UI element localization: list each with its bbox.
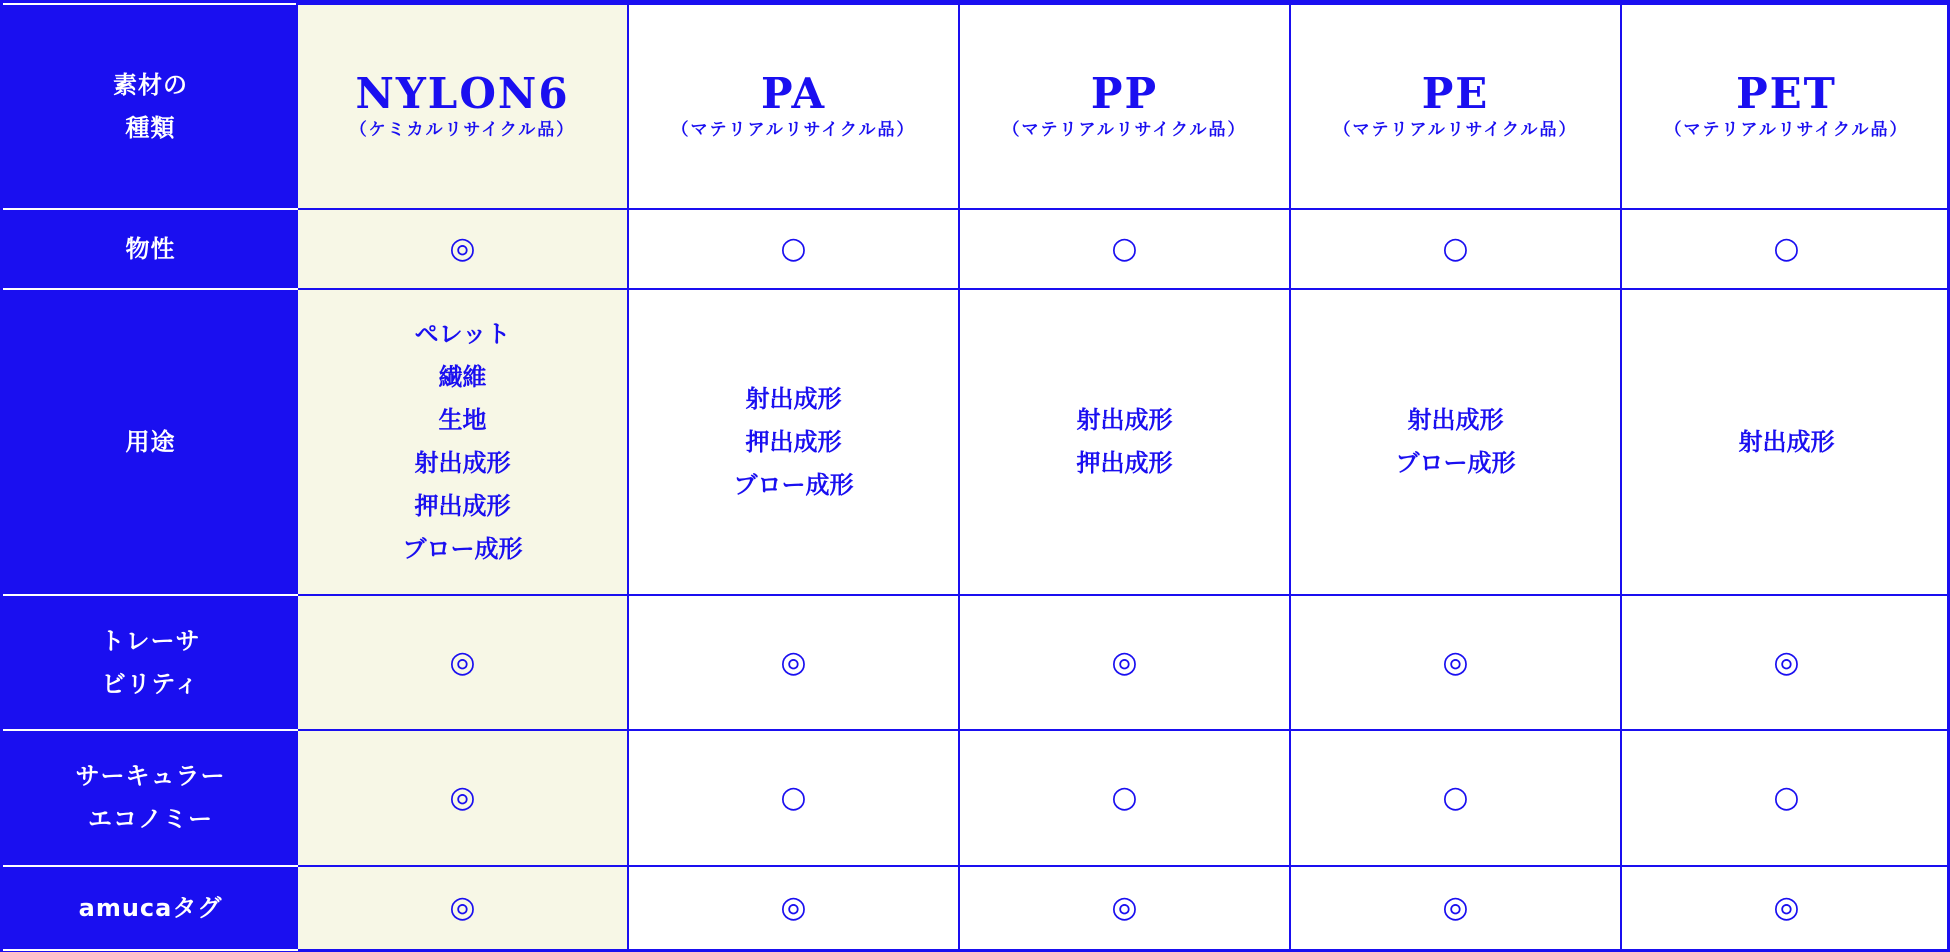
rating-cell	[1290, 595, 1621, 730]
rating-cell	[1621, 209, 1950, 289]
uses-cell	[628, 289, 959, 595]
rating-cell	[959, 209, 1290, 289]
uses-cell	[1290, 289, 1621, 595]
row-label-line: 種類	[125, 113, 176, 142]
row-label-uses: 用途	[4, 289, 297, 595]
material-subtitle: （ケミカルリサイクル品）	[349, 119, 576, 140]
use-item: 射出成形	[414, 449, 511, 477]
amuca-tag-row	[4, 866, 1950, 950]
material-header-pp	[959, 4, 1290, 209]
rating-mark: ◎	[1111, 644, 1138, 680]
row-label-line: サーキュラー	[75, 762, 226, 790]
circular-economy-row	[4, 730, 1950, 866]
uses-cell	[1621, 289, 1950, 595]
rating-mark: ○	[1442, 780, 1469, 815]
material-header-pa	[628, 4, 959, 209]
rating-mark: ◎	[449, 890, 476, 925]
use-item: 射出成形	[1076, 406, 1173, 434]
rating-mark: ◎	[449, 231, 476, 266]
row-label-circular-economy	[4, 730, 297, 866]
rating-cell	[297, 595, 628, 730]
rating-cell	[1290, 730, 1621, 866]
rating-cell	[1621, 595, 1950, 730]
rating-mark: ○	[1442, 231, 1469, 266]
use-item: 押出成形	[414, 492, 511, 520]
row-label-properties: 物性	[4, 209, 297, 289]
use-item: ペレット	[414, 320, 511, 348]
rating-mark: ◎	[1773, 890, 1800, 925]
material-subtitle: （マテリアルリサイクル品）	[671, 119, 916, 140]
rating-cell	[1290, 209, 1621, 289]
rating-mark: ◎	[1442, 890, 1469, 925]
use-item: ブロー成形	[1395, 449, 1516, 477]
row-label-line: エコノミー	[88, 805, 213, 833]
rating-cell	[959, 866, 1290, 950]
material-name: NYLON6	[355, 68, 570, 118]
rating-cell	[628, 595, 959, 730]
uses-list	[629, 378, 958, 507]
row-label-line: 素材の	[113, 70, 188, 99]
uses-list	[298, 313, 627, 571]
material-subtitle: （マテリアルリサイクル品）	[1002, 119, 1247, 140]
uses-list	[1622, 421, 1950, 464]
row-label-amuca-tag: amucaタグ	[4, 866, 297, 950]
rating-cell	[959, 730, 1290, 866]
row-label-traceability	[4, 595, 297, 730]
rating-mark: ◎	[449, 644, 476, 680]
rating-cell	[628, 209, 959, 289]
row-label-line: ビリティ	[101, 669, 200, 698]
material-header-pe	[1290, 4, 1621, 209]
properties-row	[4, 209, 1950, 289]
use-item: 押出成形	[745, 427, 842, 456]
uses-row	[4, 289, 1950, 595]
rating-mark: ◎	[780, 644, 807, 680]
rating-cell	[1290, 866, 1621, 950]
rating-cell	[1621, 730, 1950, 866]
rating-mark: ○	[1111, 231, 1138, 266]
rating-mark: ◎	[1773, 644, 1800, 680]
rating-cell	[297, 730, 628, 866]
row-label-line: トレーサ	[100, 626, 201, 655]
rating-mark: ◎	[780, 890, 807, 925]
use-item: 生地	[438, 406, 487, 434]
material-name: PP	[1090, 68, 1159, 118]
row-label-material-type	[4, 4, 297, 209]
rating-mark: ◎	[1442, 644, 1469, 680]
traceability-row	[4, 595, 1950, 730]
use-item: ブロー成形	[733, 470, 854, 499]
rating-cell	[628, 730, 959, 866]
use-item: ブロー成形	[402, 535, 523, 563]
material-comparison-table	[3, 3, 1950, 951]
rating-mark: ○	[780, 780, 807, 815]
material-subtitle: （マテリアルリサイクル品）	[1664, 119, 1909, 140]
uses-cell	[297, 289, 628, 595]
use-item: 射出成形	[745, 384, 842, 413]
material-name: PA	[760, 68, 827, 118]
rating-mark: ○	[1111, 780, 1138, 815]
rating-cell	[1621, 866, 1950, 950]
material-subtitle: （マテリアルリサイクル品）	[1333, 119, 1578, 140]
header-row	[4, 4, 1950, 209]
material-name: PET	[1736, 68, 1837, 118]
rating-cell	[297, 209, 628, 289]
rating-cell	[628, 866, 959, 950]
rating-mark: ◎	[449, 780, 476, 815]
uses-cell	[959, 289, 1290, 595]
material-header-pet	[1621, 4, 1950, 209]
use-item: 射出成形	[1407, 406, 1504, 434]
rating-mark: ○	[780, 231, 807, 266]
rating-cell	[959, 595, 1290, 730]
material-name: PE	[1421, 68, 1490, 118]
rating-mark: ◎	[1111, 890, 1138, 925]
use-item: 射出成形	[1738, 427, 1835, 456]
uses-list	[1291, 399, 1620, 485]
use-item: 繊維	[438, 363, 487, 391]
material-header-nylon6	[297, 4, 628, 209]
rating-cell	[297, 866, 628, 950]
rating-mark: ○	[1773, 780, 1800, 815]
uses-list	[960, 399, 1289, 485]
rating-mark: ○	[1773, 231, 1800, 266]
use-item: 押出成形	[1076, 449, 1173, 477]
